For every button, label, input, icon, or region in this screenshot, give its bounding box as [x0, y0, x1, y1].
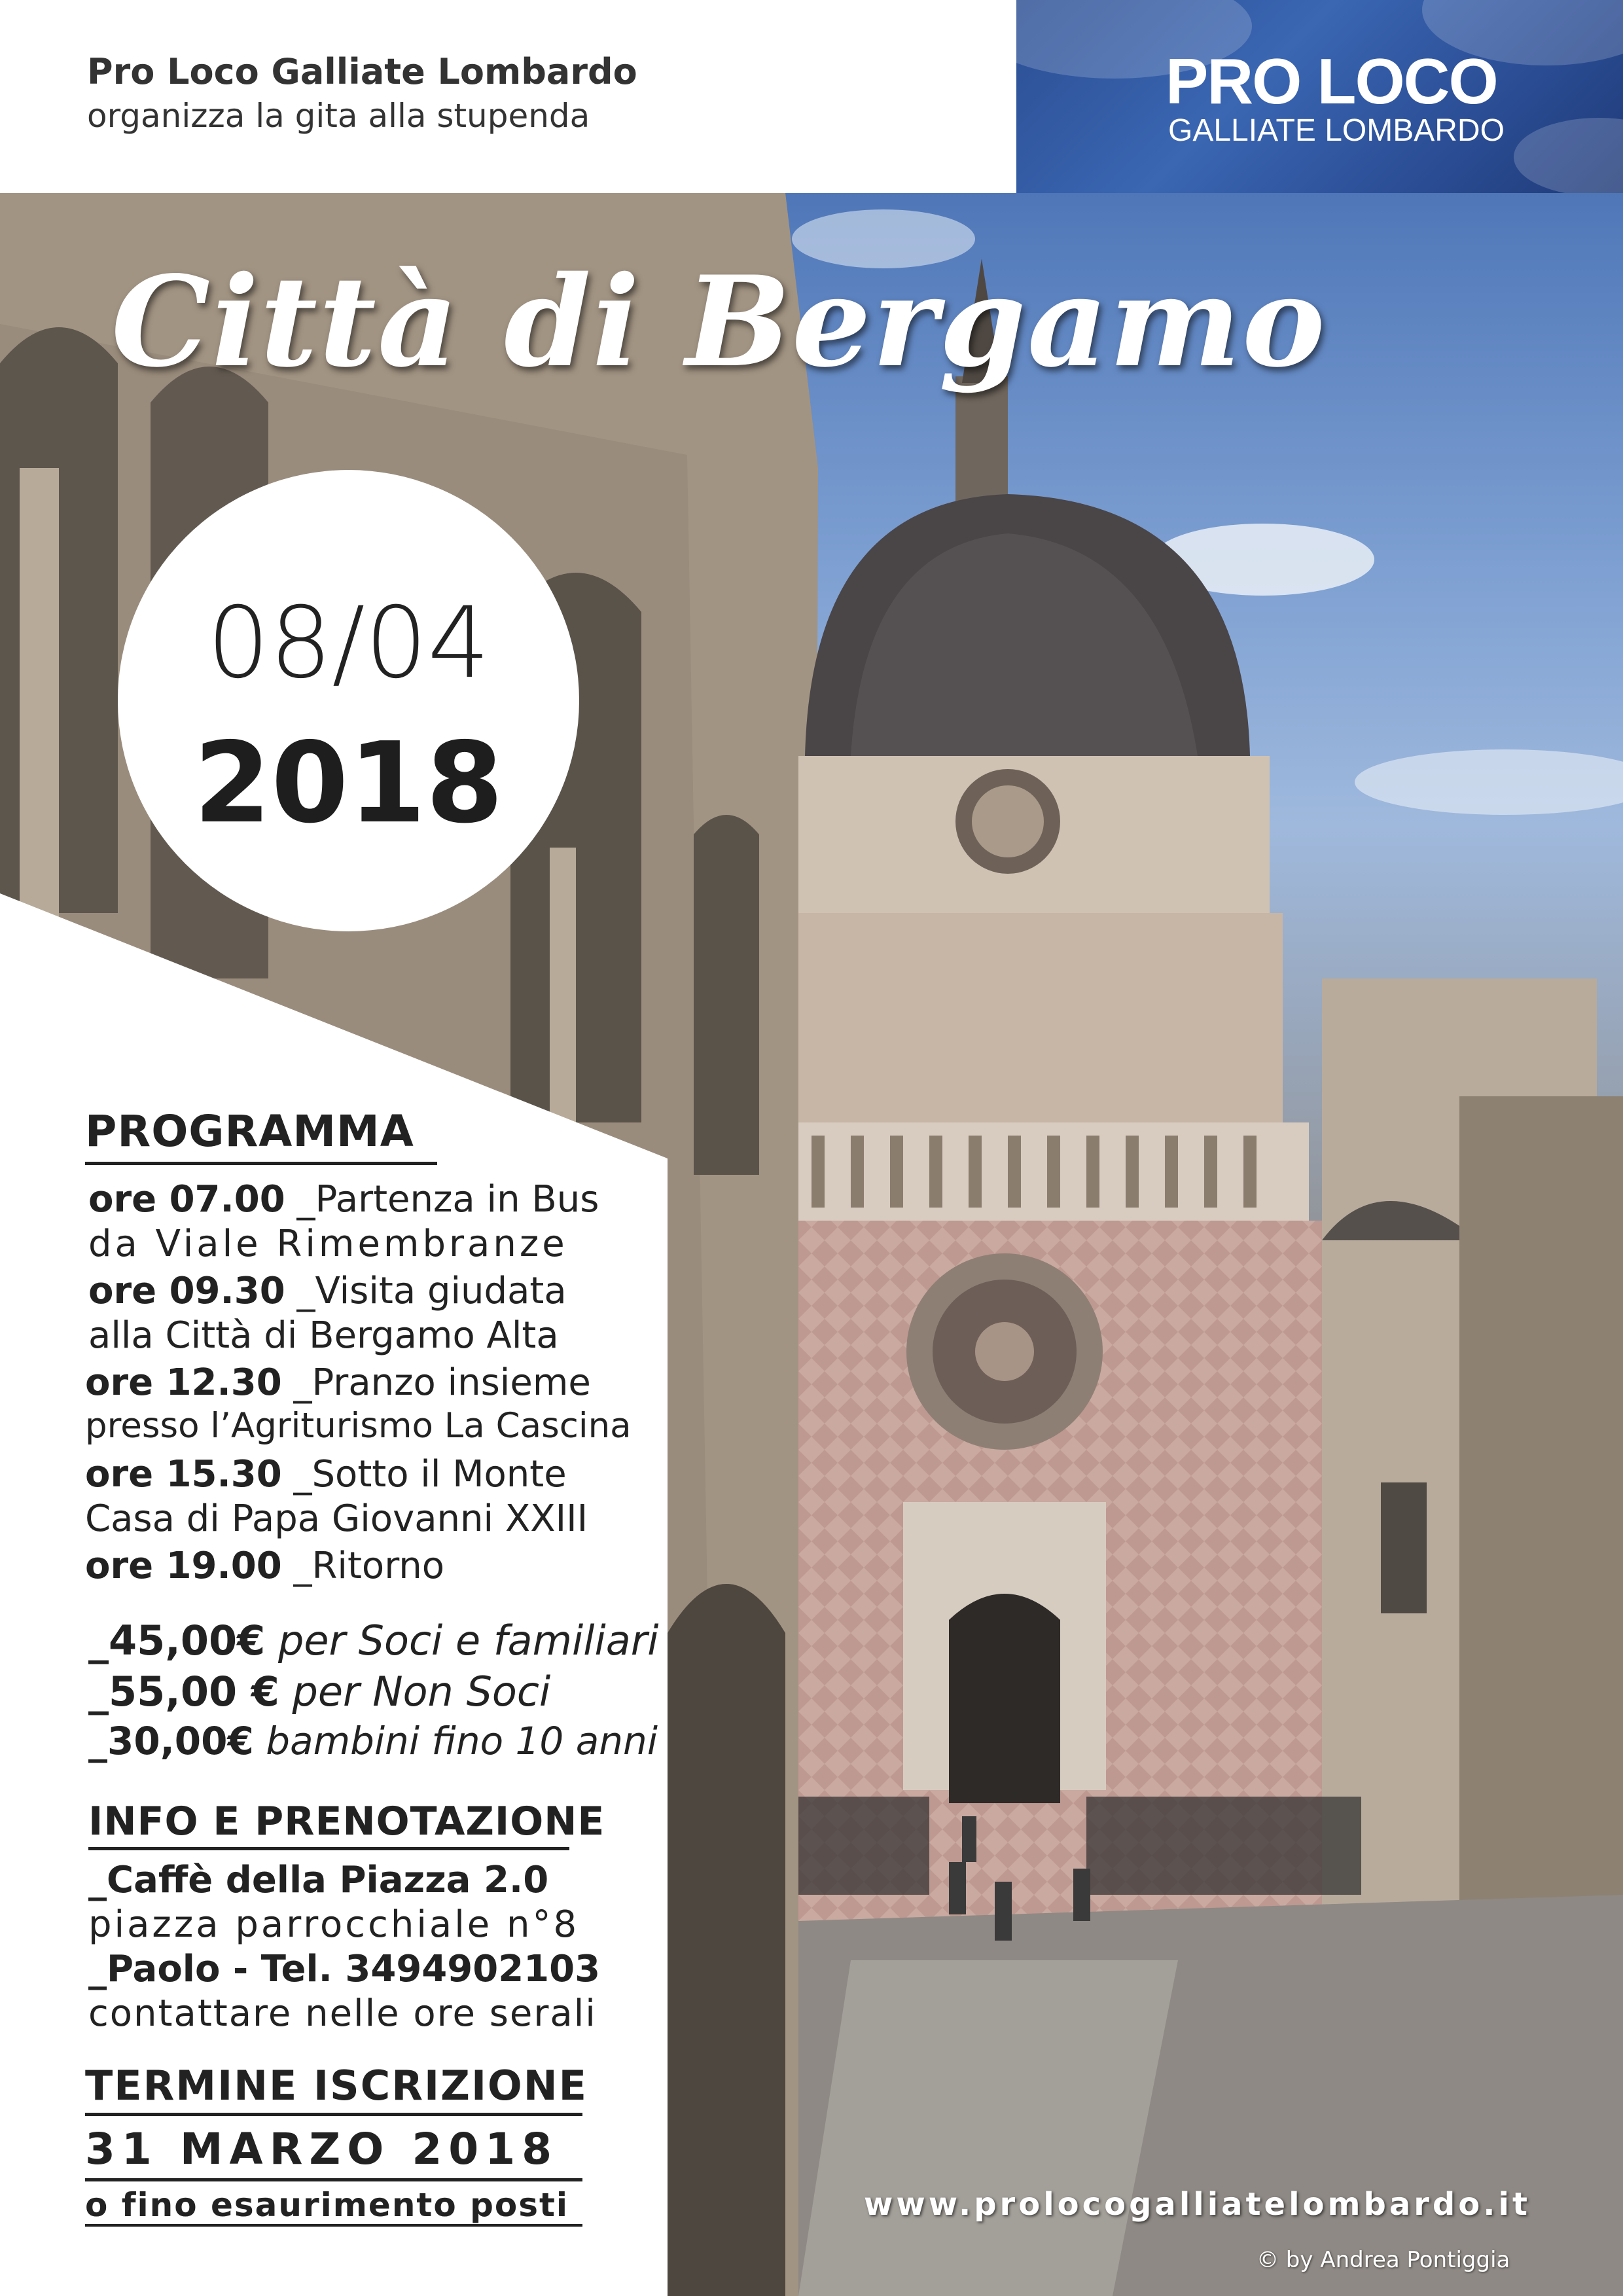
price-amount: _45,00€	[88, 1617, 266, 1664]
price-amount: _55,00 €	[88, 1668, 279, 1715]
info-contact: _Paolo - Tel. 3494902103	[88, 1948, 601, 1990]
info-note: contattare nelle ore serali	[88, 1992, 597, 2035]
price-description: per Non Soci	[279, 1668, 551, 1715]
info-place: _Caffè della Piazza 2.0	[88, 1859, 549, 1901]
programma-activity: _Sotto il Monte	[281, 1453, 567, 1496]
programma-activity: _Partenza in Bus	[285, 1178, 599, 1221]
info-address: piazza parrocchiale n°8	[88, 1903, 580, 1946]
programma-time: ore 07.00	[88, 1178, 285, 1221]
programma-item	[88, 1178, 599, 1221]
programma-detail: alla Città di Bergamo Alta	[88, 1314, 559, 1357]
logo-subtitle: GALLIATE LOMBARDO	[1168, 113, 1505, 148]
programma-activity: _Visita giudata	[285, 1270, 567, 1312]
price-description: bambini fino 10 anni	[253, 1719, 658, 1763]
organizer-name: Pro Loco Galliate Lombardo	[87, 51, 637, 92]
programma-item	[88, 1270, 567, 1312]
programma-heading: PROGRAMMA	[85, 1106, 414, 1157]
info-heading: INFO E PRENOTAZIONE	[88, 1799, 605, 1844]
price-amount: _30,00€	[88, 1719, 254, 1763]
programma-activity: _Ritorno	[281, 1545, 444, 1587]
programma-detail: da Viale Rimembranze	[88, 1223, 568, 1265]
deadline-date: 31 MARZO 2018	[85, 2124, 559, 2174]
deadline-heading: TERMINE ISCRIZIONE	[85, 2062, 588, 2109]
programma-detail: Casa di Papa Giovanni XXIII	[85, 1498, 588, 1540]
programma-time: ore 12.30	[85, 1361, 282, 1404]
deadline-note-underline	[85, 2224, 582, 2227]
event-year: 2018	[193, 719, 504, 848]
price-row	[88, 1617, 658, 1664]
photo-credit: © by Andrea Pontiggia	[1257, 2247, 1510, 2273]
event-title: Città di Bergamo	[111, 249, 1327, 395]
deadline-underline	[85, 2113, 582, 2116]
programma-item	[85, 1545, 444, 1587]
programma-activity: _Pranzo insieme	[281, 1361, 591, 1404]
event-day: 08/04	[207, 586, 490, 700]
programma-time: ore 15.30	[85, 1453, 282, 1496]
price-row	[88, 1668, 550, 1715]
deadline-date-underline	[85, 2178, 582, 2181]
programma-underline	[85, 1162, 437, 1165]
programma-item	[85, 1361, 591, 1404]
programma-item	[85, 1453, 567, 1496]
price-description: per Soci e familiari	[265, 1617, 659, 1664]
deadline-note: o fino esaurimento posti	[85, 2186, 569, 2224]
programma-detail: presso l’Agriturismo La Cascina	[85, 1406, 632, 1446]
website-link[interactable]: www.prolocogalliatelombardo.it	[864, 2186, 1531, 2223]
price-row	[88, 1719, 658, 1763]
logo-title: PRO LOCO	[1166, 45, 1497, 117]
programma-time: ore 09.30	[88, 1270, 285, 1312]
programma-time: ore 19.00	[85, 1545, 282, 1587]
organizer-subtitle: organizza la gita alla stupenda	[87, 97, 590, 135]
info-underline	[88, 1847, 569, 1850]
